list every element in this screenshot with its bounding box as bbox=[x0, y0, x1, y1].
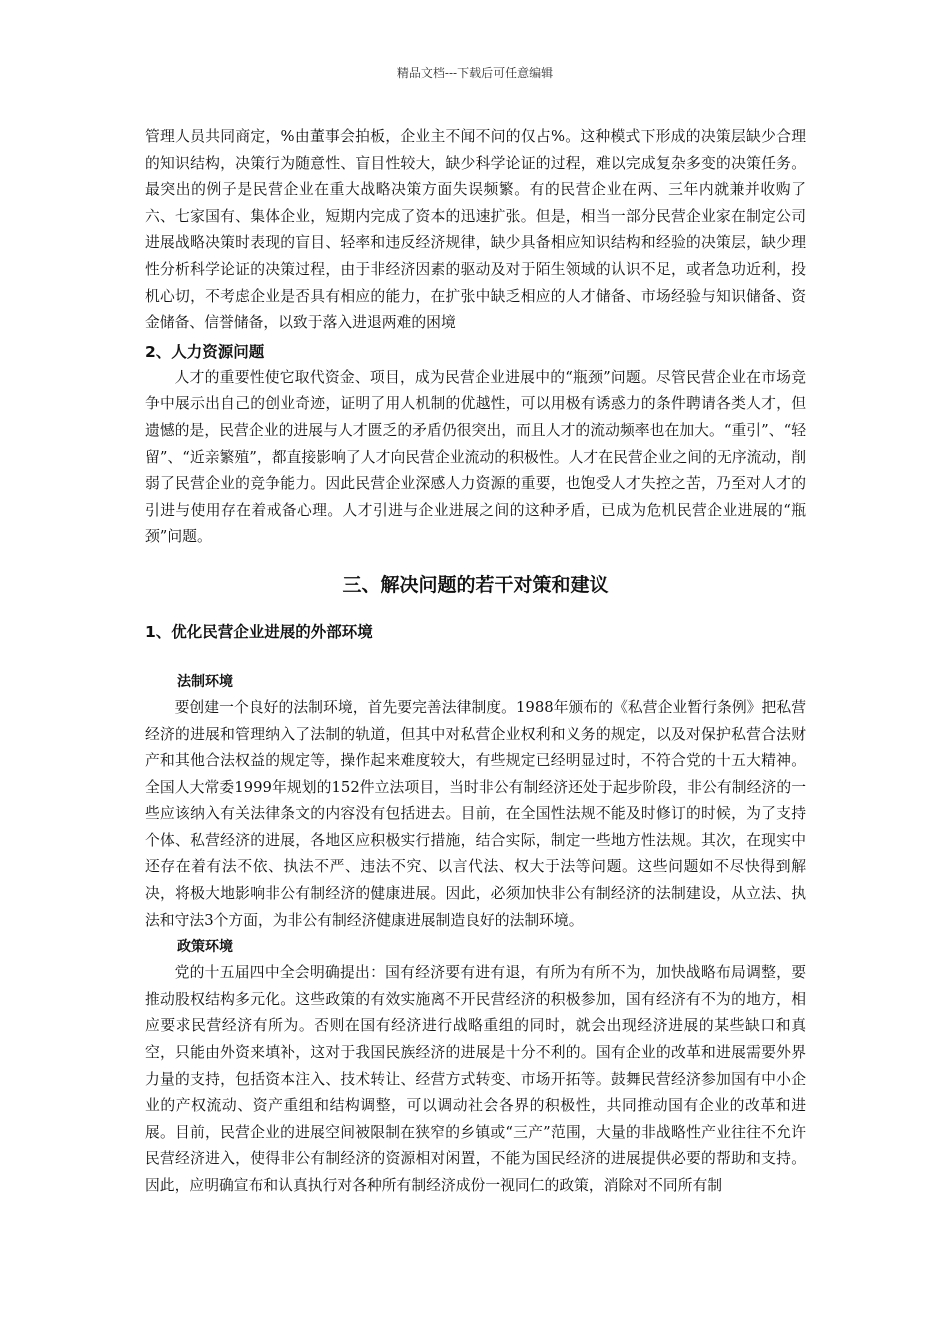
document-body bbox=[145, 124, 806, 1200]
section-title: 三、解决问题的若干对策和建议 bbox=[342, 573, 609, 596]
paragraph-human-resources: 人才的重要性使它取代资金、项目，成为民营企业进展中的“瓶颈”问题。尽管民营企业在市场竞争中展示出自己的创业奇迹，证明了用人机制的优越性，可以用极有诱惑力的条件聘请各类人才，但遗憾的是，民营企业的进展与人才匮乏的矛盾仍很突出，而且人才的流动频率也在加大。“重引”、“轻留”、“近亲繁殖”，都直接影响了人才向民营企业流动的积极性。人才在民营企业之间的无序流动，削弱了民营企业的竞争能力。因此民营企业深感人力资源的重要，也饱受人才失控之苦，乃至对人才的引进与使用存在着戒备心理。人才引进与企业进展之间的这种矛盾，已成为危机民营企业进展的“瓶颈”问题。 bbox=[145, 368, 806, 546]
page-header: 精品文档---下载后可任意编辑 bbox=[396, 66, 554, 80]
heading-human-resources: 2、人力资源问题 bbox=[145, 342, 265, 361]
paragraph-decision-layer: 管理人员共同商定，%由董事会拍板，企业主不闻不问的仅占%。这种模式下形成的决策层缺少合理的知识结构，决策行为随意性、盲目性较大，缺少科学论证的过程，难以完成复杂多变的决策任务。最突出的例子是民营企业在重大战略决策方面失误频繁。有的民营企业在两、三年内就兼并收购了六、七家国有、集体企业，短期内完成了资本的迅速扩张。但是，相当一部分民营企业家在制定公司进展战略决策时表现的盲目、轻率和违反经济规律，缺少具备相应知识结构和经验的决策层，缺少理性分析科学论证的决策过程，由于非经济因素的驱动及对于陌生领域的认识不足，或者急功近利，投机心切，不考虑企业是否具有相应的能力，在扩张中缺乏相应的人才储备、市场经验与知识储备、资金储备、信誉储备，以致于落入进退两难的困境 bbox=[145, 128, 806, 332]
subheading-legal-environment: 法制环境 bbox=[177, 673, 233, 690]
paragraph-legal-environment: 要创建一个良好的法制环境，首先要完善法律制度。1988年颁布的《私营企业暂行条例》把私营经济的进展和管理纳入了法制的轨道，但其中对私营企业权利和义务的规定，以及对保护私营合法财产和其他合法权益的规定等，操作起来难度较大，有些规定已经明显过时，不符合党的十五大精神。全国人大常委1999年规划的152件立法项目，当时非公有制经济还处于起步阶段，非公有制经济的一些应该纳入有关法律条文的内容没有包括进去。目前，在全国性法规不能及时修订的时候，为了支持个体、私营经济的进展，各地区应积极实行措施，结合实际，制定一些地方性法规。其次，在现实中还存在着有法不依、执法不严、违法不究、以言代法、权大于法等问题。这些问题如不尽快得到解决，将极大地影响非公有制经济的健康进展。因此，必须加快非公有制经济的法制建设，从立法、执法和守法3个方面，为非公有制经济健康进展制造良好的法制环境。 bbox=[145, 698, 806, 929]
heading-external-environment: 1、优化民营企业进展的外部环境 bbox=[145, 622, 373, 641]
paragraph-policy-environment: 党的十五届四中全会明确提出：国有经济要有进有退，有所为有所不为，加快战略布局调整，要推动股权结构多元化。这些政策的有效实施离不开民营经济的积极参加，国有经济有不为的地方，相应要求民营经济有所为。否则在国有经济进行战略重组的同时，就会出现经济进展的某些缺口和真空，只能由外资来填补，这对于我国民族经济的进展是十分不利的。国有企业的改革和进展需要外界力量的支持，包括资本注入、技术转让、经营方式转变、市场开拓等。鼓舞民营经济参加国有中小企业的产权流动、资产重组和结构调整，可以调动社会各界的积极性，共同推动国有企业的改革和进展。目前，民营企业的进展空间被限制在狭窄的乡镇或“三产”范围，大量的非战略性产业往往不允许民营经济进入，使得非公有制经济的资源相对闲置，不能为国民经济的进展提供必要的帮助和支持。因此，应明确宣布和认真执行对各种所有制经济成份一视同仁的政策，消除对不同所有制 bbox=[145, 964, 806, 1194]
subheading-policy-environment: 政策环境 bbox=[177, 939, 233, 956]
